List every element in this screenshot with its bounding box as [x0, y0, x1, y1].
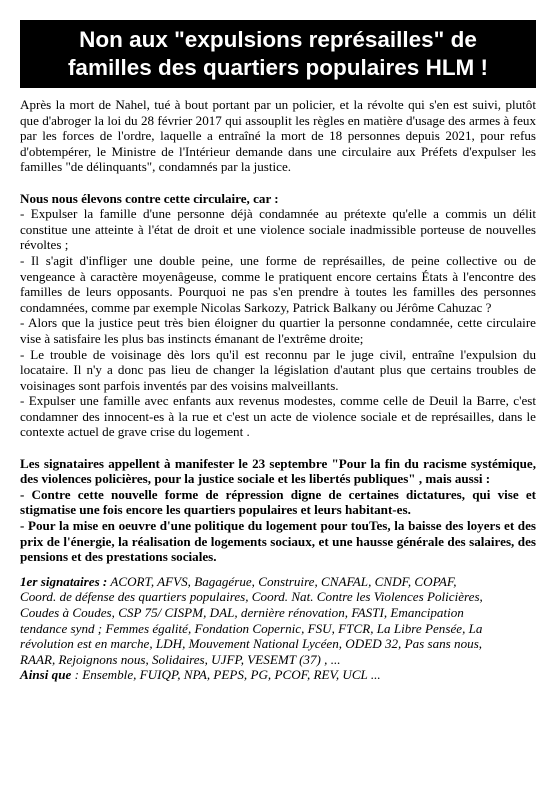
- also-line: Ainsi que : Ensemble, FUIQP, NPA, PEPS, PG, PCOF, REV, UCL ...: [20, 667, 381, 683]
- reason-item: - Le trouble de voisinage dès lors qu'il est reconnu par le juge civil, entraîne l'expulsion du locataire. Il n'y a donc pas lieu de changer la législation d'autant plus que certains troubles de voisinages sont parfois inventés par des voisins malveillants.: [20, 346, 536, 393]
- reasons-heading: Nous nous élevons contre cette circulaire, car :: [20, 190, 279, 206]
- signatories-line: Coord. de défense des quartiers populaires, Coord. Nat. Contre les Violences Policières,: [20, 589, 483, 605]
- call-to-protest: Les signataires appellent à manifester le 23 septembre "Pour la fin du racisme systémique, des violences policières, pour la justice sociale et les libertés publiques" , mais aussi :: [20, 455, 536, 487]
- intro-paragraph: Après la mort de Nahel, tué à bout portant par un policier, et la révolte qui s'en est suivi, plutôt que d'abroger la loi du 28 février 2017 qui assouplit les règles en matière d'usage des armes à feux par les forces de l'ordre, laquelle a entraîné la mort de 18 personnes depuis 2021, pour refus d'obtempérer, le Ministre de l'Intérieur demande dans une circulaire aux Préfets d'expulser les familles "de délinquants", condamnés par la justice.: [20, 97, 536, 175]
- title-line-1: Non aux "expulsions représailles" de: [79, 27, 477, 52]
- title-banner: [20, 20, 536, 88]
- signatories-line: révolution est en marche, LDH, Mouvement National Lycéen, ODED 32, Pas sans nous,: [20, 636, 483, 652]
- signatories-line: Coudes à Coudes, CSP 75/ CISPM, DAL, dernière rénovation, FASTI, Emancipation: [20, 605, 464, 620]
- reason-item: - Alors que la justice peut très bien éloigner du quartier la personne condamnée, cette circulaire vise à satisfaire les plus bas instincts émanant de l'extrême droite;: [20, 315, 536, 346]
- leaflet-body: [20, 97, 536, 683]
- title-line-2: familles des quartiers populaires HLM !: [67, 55, 489, 80]
- signatories-label: 1er signataires :: [20, 573, 108, 589]
- also-label: Ainsi que: [20, 667, 72, 683]
- reason-item: - Expulser une famille avec enfants aux revenus modestes, comme celle de Deuil la Barre, c'est condamner des innocent-es à la rue et c'est un acte de violence sociale et de représailles, dans le contexte actuel de grave crise du logement .: [20, 393, 536, 440]
- demand-item: - Pour la mise en oeuvre d'une politique du logement pour touTes, la baisse des loyers et des prix de l'énergie, la réalisation de logements sociaux, et une hausse générale des salaires, des pensions et des prestations sociales.: [20, 518, 536, 565]
- signatories-block: [20, 574, 536, 683]
- signatories-line: RAAR, Rejoignons nous, Solidaires, UJFP, VESEMT (37) , ...: [20, 651, 341, 667]
- signatories-line: 1er signataires : ACORT, AFVS, Bagagérue, Construire, CNAFAL, CNDF, COPAF,: [20, 573, 457, 589]
- reason-item: - Expulser la famille d'une personne déjà condamnée au prétexte qu'elle a commis un délit constitue une atteinte à l'état de droit et une violence sociale inadmissible porteuse de nouvelles révoltes ;: [20, 206, 536, 253]
- signatories-line: tendance synd ; Femmes égalité, Fondation Copernic, FSU, FTCR, La Libre Pensée, La: [20, 620, 483, 636]
- demand-item: - Contre cette nouvelle forme de répression digne de certaines dictatures, qui vise et stigmatise une fois encore les quartiers populaires et leurs habitant-es.: [20, 486, 536, 518]
- reason-item: - Il s'agit d'infliger une double peine, une forme de représailles, de peine collective ou de vengeance à caractère moyenâgeuse, comme le pratiquent encore certains États à l'encontre des familles de leurs opposants. Pourquoi ne pas s'en prendre à toutes les familles des personnes condamnées, comme par exemple Nicolas Sarkozy, Patrick Balkany ou Jérôme Cahuzac ?: [20, 252, 536, 315]
